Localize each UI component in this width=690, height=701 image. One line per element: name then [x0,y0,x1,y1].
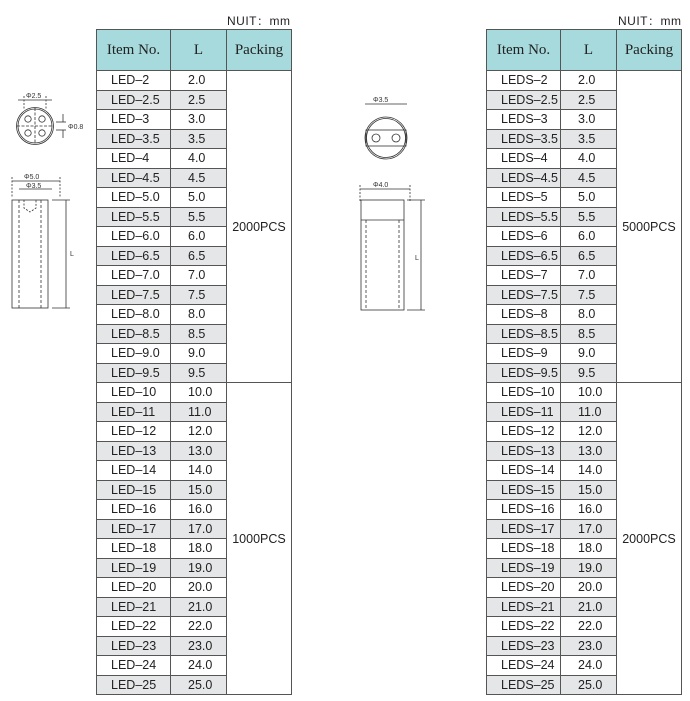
length-cell: 24.0 [171,656,227,676]
item-no-cell: LED–9.0 [97,344,171,364]
item-no-cell: LEDS–3.5 [487,129,561,149]
length-cell: 9.0 [171,344,227,364]
dim-phi-3-5-right: Φ3.5 [373,97,389,104]
item-no-cell: LEDS–9 [487,344,561,364]
item-no-cell: LED–2 [97,71,171,91]
length-cell: 19.0 [171,558,227,578]
length-cell: 10.0 [171,383,227,403]
item-no-cell: LED–6.5 [97,246,171,266]
header-length: L [171,30,227,71]
length-cell: 11.0 [171,402,227,422]
length-cell: 7.5 [561,285,617,305]
length-cell: 9.5 [171,363,227,383]
length-cell: 4.0 [561,149,617,169]
item-no-cell: LED–10 [97,383,171,403]
length-cell: 5.5 [171,207,227,227]
length-cell: 8.0 [561,305,617,325]
header-packing: Packing [227,30,292,71]
item-no-cell: LEDS–9.5 [487,363,561,383]
item-no-cell: LEDS–14 [487,461,561,481]
item-no-cell: LED–3.5 [97,129,171,149]
dim-phi-4-0: Φ4.0 [373,182,389,189]
packing-cell: 2000PCS [227,71,292,383]
length-cell: 8.5 [561,324,617,344]
length-cell: 16.0 [171,500,227,520]
item-no-cell: LEDS–24 [487,656,561,676]
length-cell: 2.5 [171,90,227,110]
length-cell: 21.0 [561,597,617,617]
item-no-cell: LED–25 [97,675,171,695]
length-cell: 21.0 [171,597,227,617]
item-no-cell: LEDS–7.5 [487,285,561,305]
length-cell: 11.0 [561,402,617,422]
item-no-cell: LEDS–18 [487,539,561,559]
item-no-cell: LED–20 [97,578,171,598]
length-cell: 12.0 [561,422,617,442]
length-cell: 5.0 [561,188,617,208]
length-cell: 3.0 [171,110,227,130]
item-no-cell: LED–21 [97,597,171,617]
item-no-cell: LEDS–15 [487,480,561,500]
length-cell: 10.0 [561,383,617,403]
item-no-cell: LED–5.5 [97,207,171,227]
item-no-cell: LEDS–4 [487,149,561,169]
item-no-cell: LED–8.0 [97,305,171,325]
length-cell: 13.0 [561,441,617,461]
length-cell: 3.5 [561,129,617,149]
length-cell: 17.0 [561,519,617,539]
length-cell: 5.0 [171,188,227,208]
length-cell: 18.0 [561,539,617,559]
length-cell: 3.5 [171,129,227,149]
length-cell: 6.0 [561,227,617,247]
item-no-cell: LED–17 [97,519,171,539]
unit-label-left: NUIT：mm [227,14,291,28]
length-cell: 4.5 [561,168,617,188]
length-cell: 9.0 [561,344,617,364]
item-no-cell: LED–7.0 [97,266,171,286]
item-no-cell: LED–3 [97,110,171,130]
dim-length-l-right: L [415,255,419,262]
length-cell: 19.0 [561,558,617,578]
length-cell: 8.0 [171,305,227,325]
packing-cell: 1000PCS [227,383,292,695]
table-row [487,71,682,91]
length-cell: 18.0 [171,539,227,559]
length-cell: 15.0 [561,480,617,500]
item-no-cell: LEDS–2 [487,71,561,91]
length-cell: 4.0 [171,149,227,169]
length-cell: 25.0 [171,675,227,695]
dim-phi-5-0: Φ5.0 [24,174,40,181]
header-length: L [561,30,617,71]
item-no-cell: LEDS–17 [487,519,561,539]
item-no-cell: LEDS–6 [487,227,561,247]
dim-phi-3-5: Φ3.5 [26,183,42,190]
item-no-cell: LEDS–3 [487,110,561,130]
length-cell: 7.5 [171,285,227,305]
dim-phi-2-5: Φ2.5 [26,93,42,100]
item-no-cell: LED–7.5 [97,285,171,305]
length-cell: 7.0 [171,266,227,286]
item-no-cell: LED–18 [97,539,171,559]
item-no-cell: LED–6.0 [97,227,171,247]
leds-spacer-drawing [355,92,435,322]
table-row [487,383,682,403]
item-no-cell: LED–5.0 [97,188,171,208]
item-no-cell: LED–15 [97,480,171,500]
item-no-cell: LED–8.5 [97,324,171,344]
header-packing: Packing [617,30,682,71]
item-no-cell: LEDS–12 [487,422,561,442]
length-cell: 17.0 [171,519,227,539]
packing-cell: 2000PCS [617,383,682,695]
length-cell: 7.0 [561,266,617,286]
item-no-cell: LEDS–5.5 [487,207,561,227]
length-cell: 2.0 [171,71,227,91]
item-no-cell: LEDS–6.5 [487,246,561,266]
length-cell: 24.0 [561,656,617,676]
length-cell: 9.5 [561,363,617,383]
unit-label-right: NUIT：mm [618,14,682,28]
header-item-no: Item No. [97,30,171,71]
length-cell: 8.5 [171,324,227,344]
table-row [97,71,292,91]
length-cell: 6.0 [171,227,227,247]
leds-spec-table [486,29,682,695]
length-cell: 3.0 [561,110,617,130]
length-cell: 4.5 [171,168,227,188]
item-no-cell: LED–19 [97,558,171,578]
length-cell: 2.5 [561,90,617,110]
length-cell: 14.0 [561,461,617,481]
item-no-cell: LED–13 [97,441,171,461]
length-cell: 25.0 [561,675,617,695]
dim-length-l: L [70,251,74,258]
item-no-cell: LED–9.5 [97,363,171,383]
length-cell: 5.5 [561,207,617,227]
item-no-cell: LED–11 [97,402,171,422]
item-no-cell: LEDS–4.5 [487,168,561,188]
length-cell: 22.0 [561,617,617,637]
item-no-cell: LED–4 [97,149,171,169]
length-cell: 14.0 [171,461,227,481]
length-cell: 23.0 [561,636,617,656]
item-no-cell: LED–23 [97,636,171,656]
item-no-cell: LED–2.5 [97,90,171,110]
item-no-cell: LEDS–23 [487,636,561,656]
header-item-no: Item No. [487,30,561,71]
length-cell: 23.0 [171,636,227,656]
item-no-cell: LED–4.5 [97,168,171,188]
item-no-cell: LED–22 [97,617,171,637]
table-row [97,383,292,403]
length-cell: 6.5 [171,246,227,266]
item-no-cell: LEDS–19 [487,558,561,578]
length-cell: 13.0 [171,441,227,461]
item-no-cell: LEDS–20 [487,578,561,598]
length-cell: 12.0 [171,422,227,442]
length-cell: 22.0 [171,617,227,637]
item-no-cell: LEDS–8.5 [487,324,561,344]
dim-phi-0-8: Φ0.8 [68,124,84,131]
length-cell: 2.0 [561,71,617,91]
length-cell: 16.0 [561,500,617,520]
item-no-cell: LEDS–25 [487,675,561,695]
item-no-cell: LEDS–16 [487,500,561,520]
packing-cell: 5000PCS [617,71,682,383]
length-cell: 20.0 [171,578,227,598]
length-cell: 6.5 [561,246,617,266]
item-no-cell: LED–14 [97,461,171,481]
led-spacer-drawing [0,88,90,318]
item-no-cell: LED–16 [97,500,171,520]
item-no-cell: LEDS–11 [487,402,561,422]
item-no-cell: LEDS–5 [487,188,561,208]
item-no-cell: LEDS–21 [487,597,561,617]
length-cell: 15.0 [171,480,227,500]
item-no-cell: LED–24 [97,656,171,676]
length-cell: 20.0 [561,578,617,598]
item-no-cell: LEDS–8 [487,305,561,325]
item-no-cell: LEDS–7 [487,266,561,286]
item-no-cell: LEDS–10 [487,383,561,403]
item-no-cell: LEDS–13 [487,441,561,461]
item-no-cell: LED–12 [97,422,171,442]
item-no-cell: LEDS–2.5 [487,90,561,110]
led-spec-table [96,29,292,695]
item-no-cell: LEDS–22 [487,617,561,637]
